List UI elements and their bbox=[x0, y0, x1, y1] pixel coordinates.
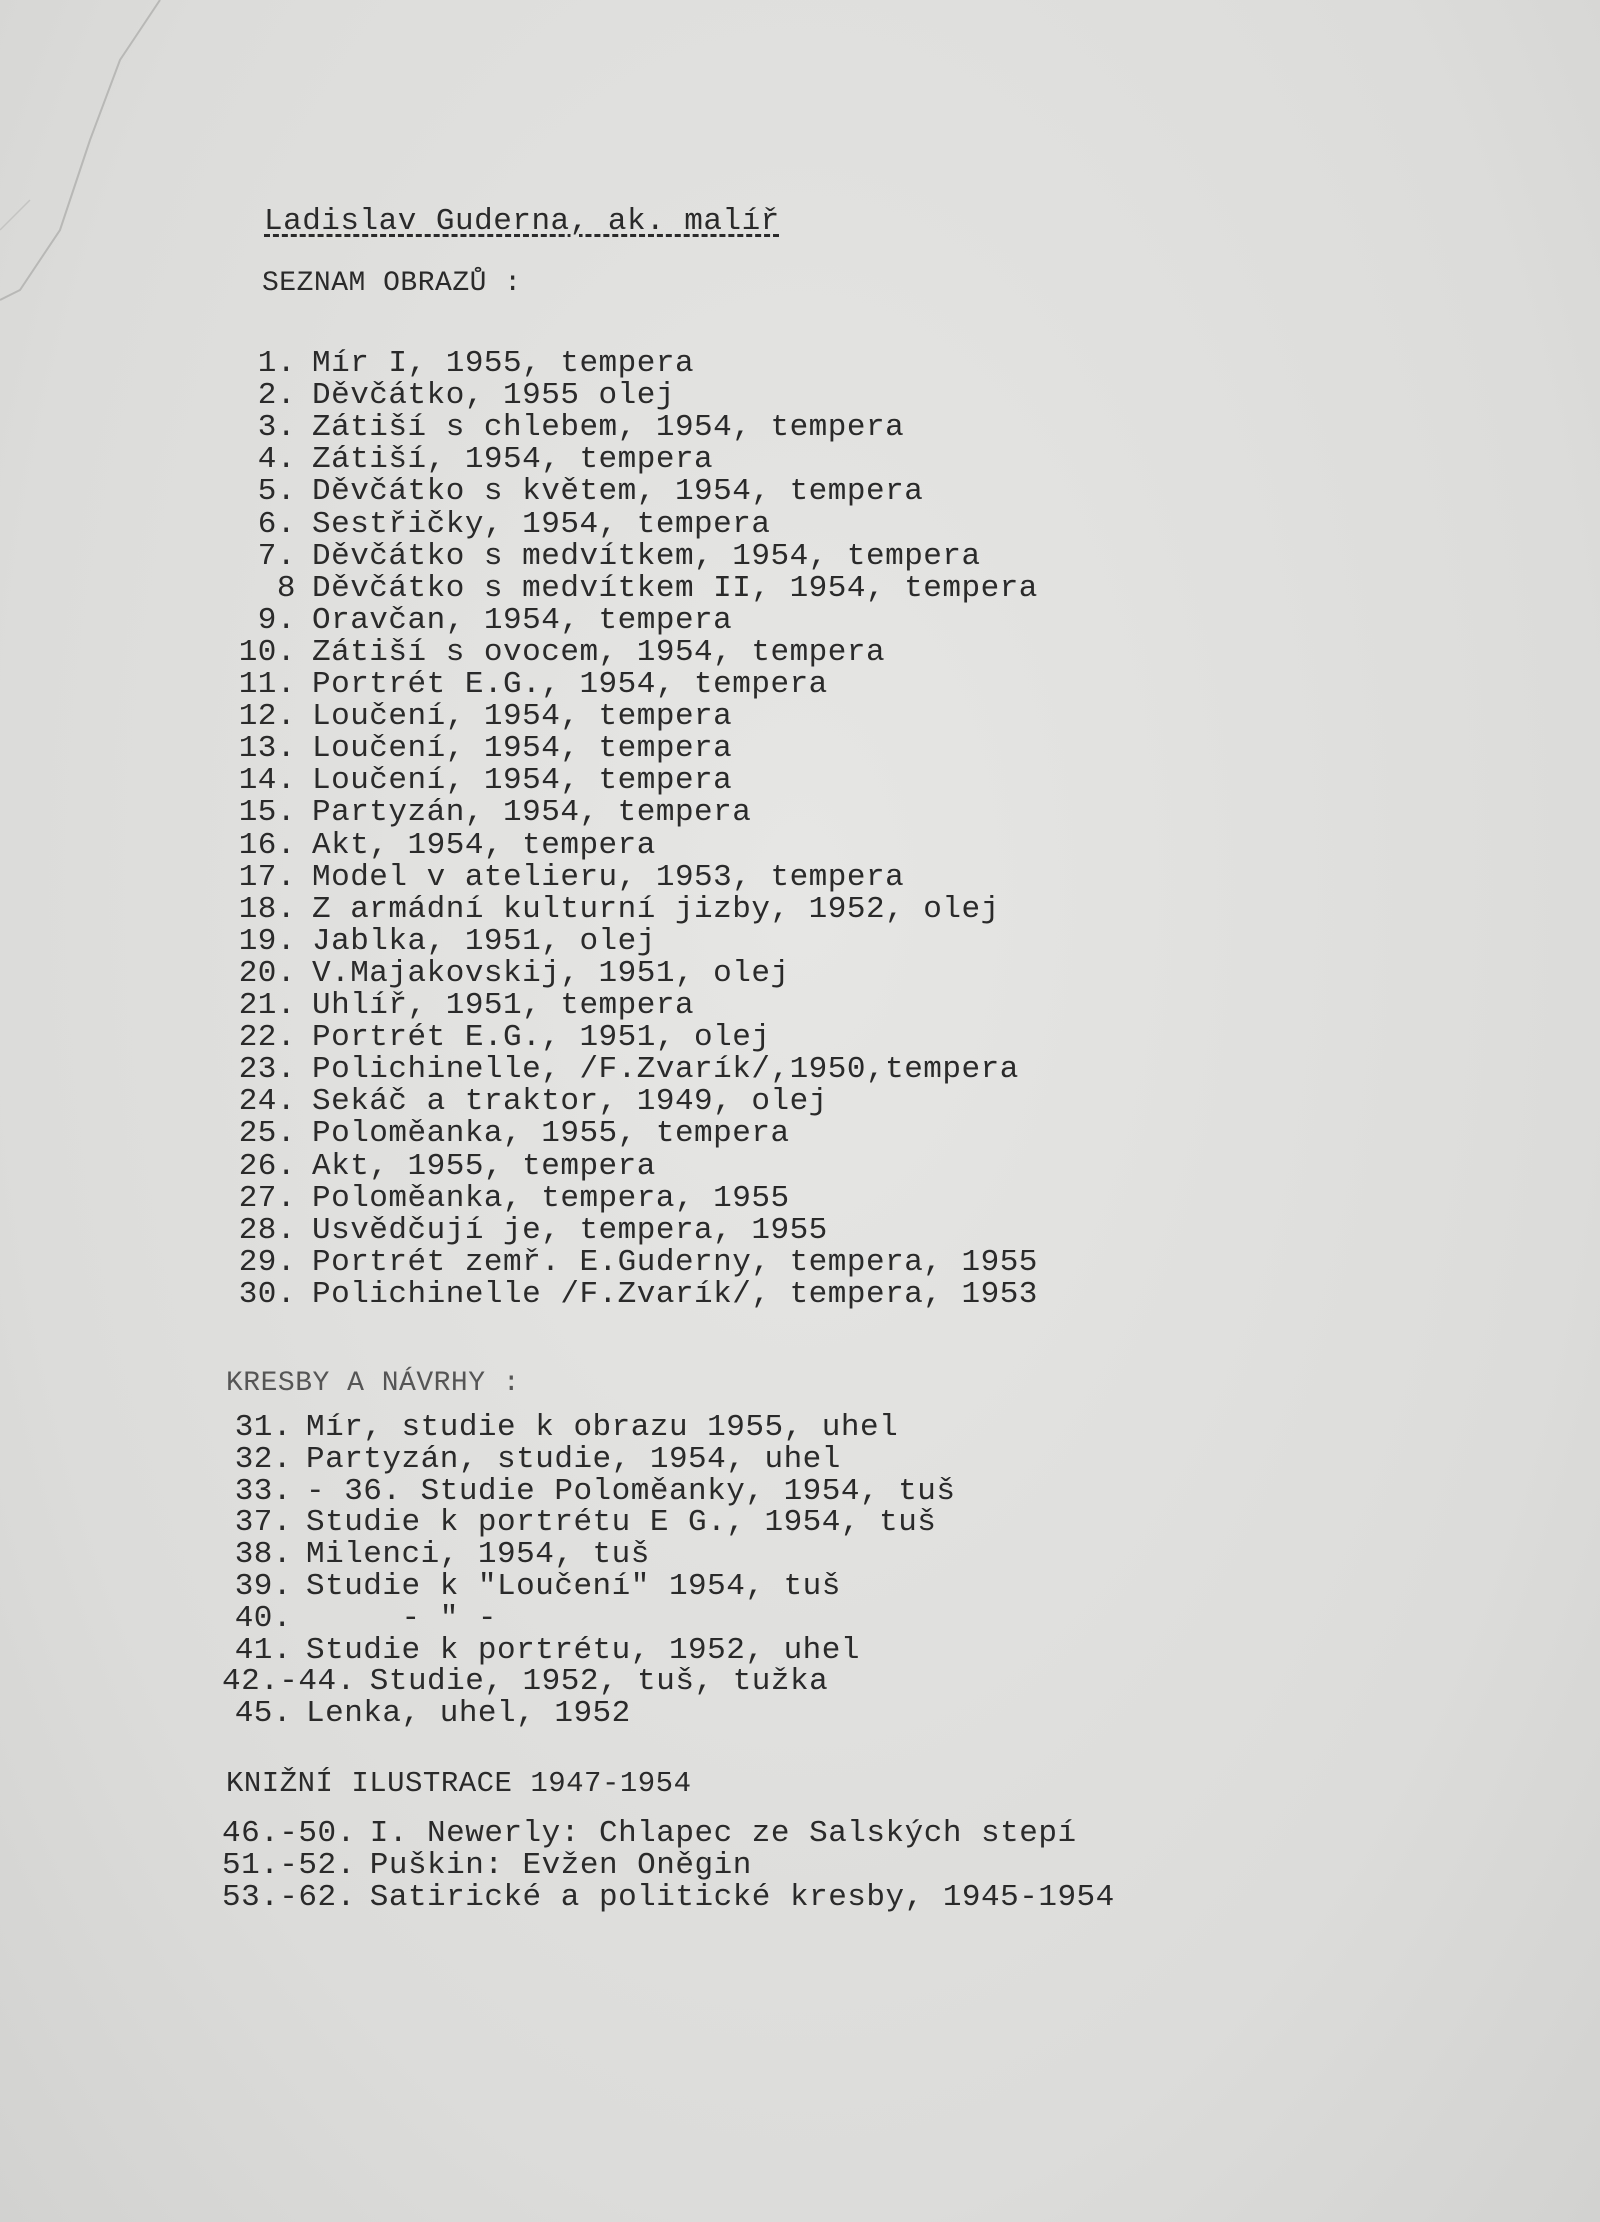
item-text: Puškin: Evžen Oněgin bbox=[369, 1847, 752, 1883]
list-item bbox=[222, 1084, 828, 1120]
item-number: 45. bbox=[234, 1696, 292, 1732]
item-number: 10. bbox=[238, 634, 296, 670]
list-item bbox=[222, 1633, 860, 1669]
item-text: Zátiší s chlebem, 1954, tempera bbox=[312, 410, 905, 446]
item-number: 26. bbox=[238, 1148, 296, 1184]
item-text: Poloměanka, 1955, tempera bbox=[312, 1116, 790, 1152]
list-item bbox=[222, 924, 656, 960]
list-item bbox=[222, 1052, 1019, 1088]
item-text: Studie, 1952, tuš, tužka bbox=[369, 1664, 829, 1700]
item-number: 41. bbox=[234, 1632, 292, 1668]
item-text: Portrét zemř. E.Guderny, tempera, 1955 bbox=[312, 1244, 1038, 1280]
item-number: 27. bbox=[238, 1180, 296, 1216]
item-text: Zátiší, 1954, tempera bbox=[312, 442, 714, 478]
list-item bbox=[222, 860, 904, 896]
list-item bbox=[222, 635, 885, 671]
item-text: Studie k portrétu, 1952, uhel bbox=[306, 1632, 860, 1668]
item-text: Z armádní kulturní jizby, 1952, olej bbox=[312, 891, 1000, 927]
list-item bbox=[222, 1816, 1077, 1852]
item-text: Oravčan, 1954, tempera bbox=[312, 602, 733, 638]
list-item bbox=[222, 1149, 656, 1185]
item-text: Zátiší s ovocem, 1954, tempera bbox=[312, 634, 886, 670]
item-number: 5. bbox=[257, 474, 296, 510]
item-number: 3. bbox=[257, 410, 296, 446]
item-number: 2. bbox=[257, 378, 296, 414]
item-number: 17. bbox=[238, 859, 296, 895]
item-text: Milenci, 1954, tuš bbox=[306, 1537, 650, 1573]
list-item bbox=[222, 1277, 1038, 1313]
paintings-heading: SEZNAM OBRAZŮ : bbox=[262, 268, 522, 299]
list-item bbox=[222, 346, 694, 382]
item-text: Portrét E.G., 1951, olej bbox=[312, 1020, 771, 1056]
item-text: Mír, studie k obrazu 1955, uhel bbox=[306, 1410, 899, 1445]
list-item bbox=[222, 1442, 841, 1478]
item-text: Jablka, 1951, olej bbox=[312, 923, 656, 959]
item-text: Uhlíř, 1951, tempera bbox=[312, 988, 695, 1023]
item-number: 24. bbox=[238, 1084, 296, 1120]
item-number: 51.-52. bbox=[222, 1847, 356, 1883]
item-text: Mír I, 1955, tempera bbox=[312, 346, 695, 381]
item-text: Sestřičky, 1954, tempera bbox=[312, 506, 771, 542]
item-number: 46.-50. bbox=[222, 1816, 356, 1851]
drawings-heading: KRESBY A NÁVRHY : bbox=[226, 1368, 521, 1399]
list-item bbox=[222, 1474, 956, 1510]
list-item bbox=[222, 731, 732, 767]
item-text: Usvědčují je, tempera, 1955 bbox=[312, 1212, 828, 1248]
item-number: 33. bbox=[234, 1473, 292, 1509]
item-text: Polichinelle, /F.Zvarík/,1950,tempera bbox=[312, 1052, 1019, 1088]
list-item bbox=[222, 1245, 1038, 1281]
item-text: Partyzán, studie, 1954, uhel bbox=[306, 1441, 841, 1477]
item-text: Studie k "Loučení" 1954, tuš bbox=[306, 1569, 841, 1604]
item-text: Polichinelle /F.Zvarík/, tempera, 1953 bbox=[312, 1276, 1038, 1312]
item-text: Poloměanka, tempera, 1955 bbox=[312, 1180, 790, 1216]
item-text: Děvčátko s medvítkem II, 1954, tempera bbox=[312, 570, 1038, 606]
item-number: 39. bbox=[234, 1569, 292, 1604]
item-number: 25. bbox=[238, 1116, 296, 1152]
list-item bbox=[222, 410, 904, 446]
item-number: 32. bbox=[234, 1441, 292, 1477]
item-text: Akt, 1954, tempera bbox=[312, 827, 656, 863]
item-text: Sekáč a traktor, 1949, olej bbox=[312, 1084, 828, 1120]
item-number: 21. bbox=[238, 988, 296, 1023]
item-text: Loučení, 1954, tempera bbox=[312, 731, 733, 767]
item-text: V.Majakovskij, 1951, olej bbox=[312, 955, 790, 991]
item-number: 15. bbox=[238, 795, 296, 831]
list-item bbox=[222, 1020, 770, 1056]
list-item bbox=[222, 1505, 936, 1541]
item-number: 14. bbox=[238, 763, 296, 799]
list-item bbox=[222, 667, 828, 703]
list-item bbox=[222, 1410, 898, 1446]
item-number: 16. bbox=[238, 827, 296, 863]
item-number: 20. bbox=[238, 955, 296, 991]
item-number: 12. bbox=[238, 699, 296, 735]
list-item bbox=[222, 1116, 790, 1152]
item-number: 29. bbox=[238, 1244, 296, 1280]
list-item bbox=[222, 1696, 631, 1732]
item-text: Portrét E.G., 1954, tempera bbox=[312, 667, 828, 702]
item-number: 31. bbox=[234, 1410, 292, 1445]
list-item bbox=[222, 988, 694, 1024]
item-number: 37. bbox=[234, 1505, 292, 1541]
item-number: 8 bbox=[276, 570, 296, 606]
item-text: I. Newerly: Chlapec ze Salských stepí bbox=[369, 1816, 1077, 1851]
item-number: 53.-62. bbox=[222, 1879, 356, 1915]
page-title: Ladislav Guderna, ak. malíř bbox=[264, 204, 780, 239]
item-text: Loučení, 1954, tempera bbox=[312, 763, 733, 799]
item-text: Děvčátko s květem, 1954, tempera bbox=[312, 474, 924, 510]
item-text: Lenka, uhel, 1952 bbox=[306, 1696, 631, 1732]
list-item bbox=[222, 603, 732, 639]
item-number: 1. bbox=[257, 346, 296, 381]
item-number: 11. bbox=[238, 667, 296, 702]
list-item bbox=[222, 539, 981, 575]
item-text: Partyzán, 1954, tempera bbox=[312, 795, 752, 831]
list-item bbox=[222, 828, 656, 864]
list-item bbox=[222, 1664, 828, 1700]
item-number: 40. bbox=[234, 1600, 292, 1636]
list-item bbox=[222, 1537, 650, 1573]
item-number: 13. bbox=[238, 731, 296, 767]
list-item bbox=[222, 1880, 1115, 1916]
list-item bbox=[222, 571, 1038, 607]
item-number: 23. bbox=[238, 1052, 296, 1088]
item-number: 6. bbox=[257, 506, 296, 542]
item-number: 28. bbox=[238, 1212, 296, 1248]
list-item bbox=[222, 378, 675, 414]
list-item bbox=[222, 956, 790, 992]
list-item bbox=[222, 763, 732, 799]
item-text: Model v atelieru, 1953, tempera bbox=[312, 859, 905, 895]
list-item bbox=[222, 507, 770, 543]
item-text: Děvčátko s medvítkem, 1954, tempera bbox=[312, 538, 981, 574]
item-number: 19. bbox=[238, 923, 296, 959]
item-number: 30. bbox=[238, 1276, 296, 1312]
item-number: 22. bbox=[238, 1020, 296, 1056]
item-number: 4. bbox=[257, 442, 296, 478]
item-text: Studie k portrétu E G., 1954, tuš bbox=[306, 1505, 937, 1541]
item-text: - " - bbox=[306, 1600, 498, 1636]
item-number: 7. bbox=[257, 538, 296, 574]
item-number: 38. bbox=[234, 1537, 292, 1573]
list-item bbox=[222, 892, 1000, 928]
item-number: 42.-44. bbox=[222, 1664, 356, 1700]
list-item bbox=[222, 1569, 841, 1605]
list-item bbox=[222, 442, 713, 478]
list-item bbox=[222, 1213, 828, 1249]
item-number: 9. bbox=[257, 602, 296, 638]
item-text: Děvčátko, 1955 olej bbox=[312, 378, 675, 414]
item-text: Loučení, 1954, tempera bbox=[312, 699, 733, 735]
list-item bbox=[222, 1181, 790, 1217]
list-item bbox=[222, 795, 751, 831]
list-item bbox=[222, 474, 923, 510]
list-item bbox=[222, 1601, 497, 1637]
illustrations-heading: KNIŽNÍ ILUSTRACE 1947-1954 bbox=[226, 1767, 692, 1800]
list-item bbox=[222, 699, 732, 735]
item-number: 18. bbox=[238, 891, 296, 927]
item-text: Akt, 1955, tempera bbox=[312, 1148, 656, 1184]
item-text: - 36. Studie Poloměanky, 1954, tuš bbox=[306, 1473, 956, 1509]
item-text: Satirické a politické kresby, 1945-1954 bbox=[369, 1879, 1115, 1915]
list-item bbox=[222, 1848, 752, 1884]
